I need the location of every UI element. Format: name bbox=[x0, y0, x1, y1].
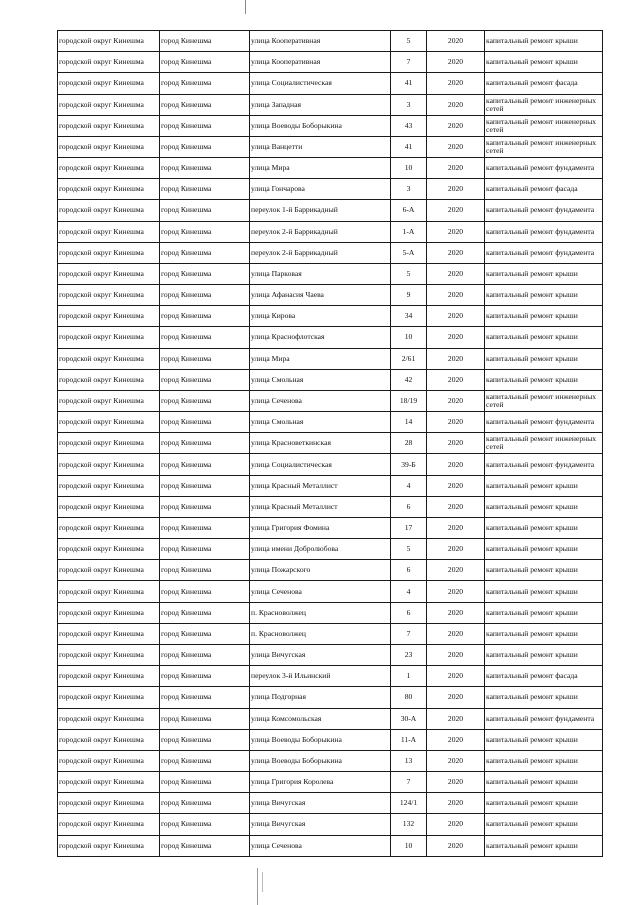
municipality-cell: городской округ Кинешма bbox=[58, 242, 160, 263]
municipality-cell: городской округ Кинешма bbox=[58, 750, 160, 771]
year-cell: 2020 bbox=[427, 560, 485, 581]
municipality-cell: городской округ Кинешма bbox=[58, 793, 160, 814]
table-row bbox=[58, 814, 603, 835]
street-cell: улица Красноветкинская bbox=[250, 433, 391, 454]
year-cell: 2020 bbox=[427, 263, 485, 284]
street-cell: улица Ванцетти bbox=[250, 136, 391, 157]
municipality-cell: городской округ Кинешма bbox=[58, 517, 160, 538]
city-cell: город Кинешма bbox=[160, 221, 250, 242]
house-number-cell: 2/61 bbox=[391, 348, 427, 369]
work-type-cell: капитальный ремонт крыши bbox=[485, 327, 603, 348]
city-cell: город Кинешма bbox=[160, 835, 250, 856]
municipality-cell: городской округ Кинешма bbox=[58, 221, 160, 242]
house-number-cell: 9 bbox=[391, 285, 427, 306]
year-cell: 2020 bbox=[427, 348, 485, 369]
house-number-cell: 80 bbox=[391, 687, 427, 708]
table-row bbox=[58, 348, 603, 369]
work-type-cell: капитальный ремонт крыши bbox=[485, 560, 603, 581]
table-row bbox=[58, 285, 603, 306]
table-row bbox=[58, 52, 603, 73]
house-number-cell: 6 bbox=[391, 496, 427, 517]
city-cell: город Кинешма bbox=[160, 814, 250, 835]
municipality-cell: городской округ Кинешма bbox=[58, 496, 160, 517]
work-type-cell: капитальный ремонт крыши bbox=[485, 52, 603, 73]
table-row bbox=[58, 581, 603, 602]
scan-mark-bottom bbox=[257, 868, 258, 905]
street-cell: улица Подгорная bbox=[250, 687, 391, 708]
street-cell: улица Краснофлотская bbox=[250, 327, 391, 348]
city-cell: город Кинешма bbox=[160, 793, 250, 814]
street-cell: улица Социалистическая bbox=[250, 454, 391, 475]
table-row bbox=[58, 539, 603, 560]
table-row bbox=[58, 560, 603, 581]
table-row bbox=[58, 327, 603, 348]
year-cell: 2020 bbox=[427, 327, 485, 348]
city-cell: город Кинешма bbox=[160, 158, 250, 179]
municipality-cell: городской округ Кинешма bbox=[58, 475, 160, 496]
city-cell: город Кинешма bbox=[160, 327, 250, 348]
work-type-cell: капитальный ремонт крыши bbox=[485, 306, 603, 327]
year-cell: 2020 bbox=[427, 221, 485, 242]
street-cell: улица Григория Королева bbox=[250, 772, 391, 793]
house-number-cell: 34 bbox=[391, 306, 427, 327]
street-cell: улица Красный Металлист bbox=[250, 496, 391, 517]
municipality-cell: городской округ Кинешма bbox=[58, 454, 160, 475]
table-row bbox=[58, 475, 603, 496]
work-type-cell: капитальный ремонт крыши bbox=[485, 475, 603, 496]
municipality-cell: городской округ Кинешма bbox=[58, 666, 160, 687]
work-type-cell: капитальный ремонт фасада bbox=[485, 73, 603, 94]
house-number-cell: 13 bbox=[391, 750, 427, 771]
city-cell: город Кинешма bbox=[160, 517, 250, 538]
house-number-cell: 14 bbox=[391, 412, 427, 433]
city-cell: город Кинешма bbox=[160, 772, 250, 793]
city-cell: город Кинешма bbox=[160, 348, 250, 369]
street-cell: улица Комсомольская bbox=[250, 708, 391, 729]
house-number-cell: 6 bbox=[391, 602, 427, 623]
city-cell: город Кинешма bbox=[160, 136, 250, 157]
street-cell: улица имени Добролюбова bbox=[250, 539, 391, 560]
table-row bbox=[58, 433, 603, 454]
table-row bbox=[58, 835, 603, 856]
city-cell: город Кинешма bbox=[160, 263, 250, 284]
year-cell: 2020 bbox=[427, 115, 485, 136]
house-number-cell: 7 bbox=[391, 623, 427, 644]
year-cell: 2020 bbox=[427, 729, 485, 750]
house-number-cell: 43 bbox=[391, 115, 427, 136]
city-cell: город Кинешма bbox=[160, 581, 250, 602]
work-type-cell: капитальный ремонт крыши bbox=[485, 31, 603, 52]
year-cell: 2020 bbox=[427, 454, 485, 475]
street-cell: улица Смольная bbox=[250, 369, 391, 390]
table-row bbox=[58, 115, 603, 136]
year-cell: 2020 bbox=[427, 306, 485, 327]
municipality-cell: городской округ Кинешма bbox=[58, 729, 160, 750]
street-cell: переулок 2-й Баррикадный bbox=[250, 242, 391, 263]
street-cell: п. Красноволжец bbox=[250, 602, 391, 623]
street-cell: улица Сеченова bbox=[250, 835, 391, 856]
street-cell: улица Григория Фомина bbox=[250, 517, 391, 538]
street-cell: улица Сеченова bbox=[250, 581, 391, 602]
municipality-cell: городской округ Кинешма bbox=[58, 814, 160, 835]
year-cell: 2020 bbox=[427, 496, 485, 517]
table-row bbox=[58, 390, 603, 411]
table-row bbox=[58, 687, 603, 708]
year-cell: 2020 bbox=[427, 539, 485, 560]
municipality-cell: городской округ Кинешма bbox=[58, 94, 160, 115]
house-number-cell: 30-А bbox=[391, 708, 427, 729]
scan-mark-bottom-secondary bbox=[262, 872, 263, 892]
municipality-cell: городской округ Кинешма bbox=[58, 623, 160, 644]
year-cell: 2020 bbox=[427, 687, 485, 708]
street-cell: п. Красноволжец bbox=[250, 623, 391, 644]
street-cell: улица Западная bbox=[250, 94, 391, 115]
year-cell: 2020 bbox=[427, 390, 485, 411]
year-cell: 2020 bbox=[427, 200, 485, 221]
work-type-cell: капитальный ремонт фундамента bbox=[485, 200, 603, 221]
municipality-cell: городской округ Кинешма bbox=[58, 52, 160, 73]
work-type-cell: капитальный ремонт крыши bbox=[485, 687, 603, 708]
year-cell: 2020 bbox=[427, 750, 485, 771]
house-number-cell: 10 bbox=[391, 158, 427, 179]
year-cell: 2020 bbox=[427, 433, 485, 454]
year-cell: 2020 bbox=[427, 158, 485, 179]
work-type-cell: капитальный ремонт инженерных сетей bbox=[485, 390, 603, 411]
municipality-cell: городской округ Кинешма bbox=[58, 602, 160, 623]
table-row bbox=[58, 708, 603, 729]
street-cell: улица Сеченова bbox=[250, 390, 391, 411]
work-type-cell: капитальный ремонт фундамента bbox=[485, 158, 603, 179]
work-type-cell: капитальный ремонт инженерных сетей bbox=[485, 433, 603, 454]
house-number-cell: 4 bbox=[391, 475, 427, 496]
house-number-cell: 5 bbox=[391, 31, 427, 52]
year-cell: 2020 bbox=[427, 666, 485, 687]
street-cell: улица Вичугская bbox=[250, 814, 391, 835]
work-type-cell: капитальный ремонт крыши bbox=[485, 750, 603, 771]
city-cell: город Кинешма bbox=[160, 369, 250, 390]
city-cell: город Кинешма bbox=[160, 306, 250, 327]
year-cell: 2020 bbox=[427, 52, 485, 73]
year-cell: 2020 bbox=[427, 602, 485, 623]
municipality-cell: городской округ Кинешма bbox=[58, 412, 160, 433]
municipality-cell: городской округ Кинешма bbox=[58, 200, 160, 221]
table-row bbox=[58, 729, 603, 750]
street-cell: улица Воеводы Боборыкина bbox=[250, 729, 391, 750]
year-cell: 2020 bbox=[427, 285, 485, 306]
house-number-cell: 132 bbox=[391, 814, 427, 835]
table-row bbox=[58, 517, 603, 538]
street-cell: улица Афанасия Чаева bbox=[250, 285, 391, 306]
house-number-cell: 6 bbox=[391, 560, 427, 581]
municipality-cell: городской округ Кинешма bbox=[58, 31, 160, 52]
city-cell: город Кинешма bbox=[160, 390, 250, 411]
city-cell: город Кинешма bbox=[160, 602, 250, 623]
city-cell: город Кинешма bbox=[160, 94, 250, 115]
city-cell: город Кинешма bbox=[160, 644, 250, 665]
city-cell: город Кинешма bbox=[160, 285, 250, 306]
work-type-cell: капитальный ремонт фундамента bbox=[485, 454, 603, 475]
house-number-cell: 42 bbox=[391, 369, 427, 390]
work-type-cell: капитальный ремонт крыши bbox=[485, 814, 603, 835]
table-row bbox=[58, 454, 603, 475]
city-cell: город Кинешма bbox=[160, 433, 250, 454]
table-row bbox=[58, 94, 603, 115]
street-cell: улица Воеводы Боборыкина bbox=[250, 115, 391, 136]
street-cell: улица Парковая bbox=[250, 263, 391, 284]
municipality-cell: городской округ Кинешма bbox=[58, 263, 160, 284]
street-cell: улица Пожарского bbox=[250, 560, 391, 581]
work-type-cell: капитальный ремонт крыши bbox=[485, 835, 603, 856]
year-cell: 2020 bbox=[427, 517, 485, 538]
city-cell: город Кинешма bbox=[160, 454, 250, 475]
work-type-cell: капитальный ремонт крыши bbox=[485, 496, 603, 517]
municipality-cell: городской округ Кинешма bbox=[58, 772, 160, 793]
year-cell: 2020 bbox=[427, 623, 485, 644]
municipality-cell: городской округ Кинешма bbox=[58, 327, 160, 348]
house-number-cell: 4 bbox=[391, 581, 427, 602]
house-number-cell: 17 bbox=[391, 517, 427, 538]
municipality-cell: городской округ Кинешма bbox=[58, 835, 160, 856]
table-row bbox=[58, 666, 603, 687]
work-type-cell: капитальный ремонт инженерных сетей bbox=[485, 115, 603, 136]
city-cell: город Кинешма bbox=[160, 52, 250, 73]
street-cell: переулок 2-й Баррикадный bbox=[250, 221, 391, 242]
table-row bbox=[58, 496, 603, 517]
work-type-cell: капитальный ремонт крыши bbox=[485, 623, 603, 644]
table-row bbox=[58, 793, 603, 814]
table-row bbox=[58, 369, 603, 390]
table-body bbox=[58, 31, 603, 857]
street-cell: улица Красный Металлист bbox=[250, 475, 391, 496]
table-row bbox=[58, 242, 603, 263]
street-cell: улица Гончарова bbox=[250, 179, 391, 200]
city-cell: город Кинешма bbox=[160, 708, 250, 729]
table-row bbox=[58, 772, 603, 793]
year-cell: 2020 bbox=[427, 94, 485, 115]
year-cell: 2020 bbox=[427, 814, 485, 835]
street-cell: улица Мира bbox=[250, 348, 391, 369]
year-cell: 2020 bbox=[427, 644, 485, 665]
municipality-cell: городской округ Кинешма bbox=[58, 687, 160, 708]
work-type-cell: капитальный ремонт крыши bbox=[485, 793, 603, 814]
city-cell: город Кинешма bbox=[160, 539, 250, 560]
street-cell: переулок 1-й Баррикадный bbox=[250, 200, 391, 221]
municipality-cell: городской округ Кинешма bbox=[58, 390, 160, 411]
work-type-cell: капитальный ремонт крыши bbox=[485, 581, 603, 602]
work-type-cell: капитальный ремонт фундамента bbox=[485, 221, 603, 242]
house-number-cell: 39-Б bbox=[391, 454, 427, 475]
table-row bbox=[58, 158, 603, 179]
house-number-cell: 7 bbox=[391, 772, 427, 793]
municipality-cell: городской округ Кинешма bbox=[58, 539, 160, 560]
city-cell: город Кинешма bbox=[160, 115, 250, 136]
work-type-cell: капитальный ремонт крыши bbox=[485, 348, 603, 369]
work-type-cell: капитальный ремонт крыши bbox=[485, 539, 603, 560]
city-cell: город Кинешма bbox=[160, 242, 250, 263]
house-number-cell: 5 bbox=[391, 539, 427, 560]
year-cell: 2020 bbox=[427, 369, 485, 390]
house-number-cell: 11-А bbox=[391, 729, 427, 750]
street-cell: переулок 3-й Ильинский bbox=[250, 666, 391, 687]
house-number-cell: 3 bbox=[391, 179, 427, 200]
repair-registry-table bbox=[57, 30, 603, 857]
city-cell: город Кинешма bbox=[160, 750, 250, 771]
table-row bbox=[58, 221, 603, 242]
table-row bbox=[58, 200, 603, 221]
house-number-cell: 41 bbox=[391, 136, 427, 157]
city-cell: город Кинешма bbox=[160, 496, 250, 517]
work-type-cell: капитальный ремонт крыши bbox=[485, 517, 603, 538]
table-row bbox=[58, 750, 603, 771]
house-number-cell: 3 bbox=[391, 94, 427, 115]
municipality-cell: городской округ Кинешма bbox=[58, 285, 160, 306]
table-row bbox=[58, 263, 603, 284]
street-cell: улица Мира bbox=[250, 158, 391, 179]
street-cell: улица Вичугская bbox=[250, 644, 391, 665]
municipality-cell: городской округ Кинешма bbox=[58, 581, 160, 602]
work-type-cell: капитальный ремонт инженерных сетей bbox=[485, 136, 603, 157]
work-type-cell: капитальный ремонт фундамента bbox=[485, 242, 603, 263]
municipality-cell: городской округ Кинешма bbox=[58, 306, 160, 327]
city-cell: город Кинешма bbox=[160, 200, 250, 221]
table-row bbox=[58, 136, 603, 157]
table-row bbox=[58, 31, 603, 52]
municipality-cell: городской округ Кинешма bbox=[58, 136, 160, 157]
house-number-cell: 1 bbox=[391, 666, 427, 687]
city-cell: город Кинешма bbox=[160, 73, 250, 94]
house-number-cell: 124/1 bbox=[391, 793, 427, 814]
municipality-cell: городской округ Кинешма bbox=[58, 73, 160, 94]
table-row bbox=[58, 306, 603, 327]
year-cell: 2020 bbox=[427, 242, 485, 263]
work-type-cell: капитальный ремонт крыши bbox=[485, 263, 603, 284]
year-cell: 2020 bbox=[427, 73, 485, 94]
city-cell: город Кинешма bbox=[160, 412, 250, 433]
street-cell: улица Воеводы Боборыкина bbox=[250, 750, 391, 771]
house-number-cell: 28 bbox=[391, 433, 427, 454]
work-type-cell: капитальный ремонт крыши bbox=[485, 369, 603, 390]
year-cell: 2020 bbox=[427, 412, 485, 433]
house-number-cell: 6-А bbox=[391, 200, 427, 221]
year-cell: 2020 bbox=[427, 179, 485, 200]
year-cell: 2020 bbox=[427, 475, 485, 496]
street-cell: улица Смольная bbox=[250, 412, 391, 433]
house-number-cell: 7 bbox=[391, 52, 427, 73]
street-cell: улица Кооперативная bbox=[250, 52, 391, 73]
work-type-cell: капитальный ремонт фундамента bbox=[485, 708, 603, 729]
house-number-cell: 18/19 bbox=[391, 390, 427, 411]
table-row bbox=[58, 602, 603, 623]
work-type-cell: капитальный ремонт фундамента bbox=[485, 412, 603, 433]
work-type-cell: капитальный ремонт фасада bbox=[485, 666, 603, 687]
work-type-cell: капитальный ремонт крыши bbox=[485, 644, 603, 665]
year-cell: 2020 bbox=[427, 772, 485, 793]
year-cell: 2020 bbox=[427, 708, 485, 729]
municipality-cell: городской округ Кинешма bbox=[58, 179, 160, 200]
year-cell: 2020 bbox=[427, 136, 485, 157]
year-cell: 2020 bbox=[427, 793, 485, 814]
work-type-cell: капитальный ремонт крыши bbox=[485, 602, 603, 623]
year-cell: 2020 bbox=[427, 31, 485, 52]
table-row bbox=[58, 73, 603, 94]
municipality-cell: городской округ Кинешма bbox=[58, 348, 160, 369]
year-cell: 2020 bbox=[427, 581, 485, 602]
city-cell: город Кинешма bbox=[160, 687, 250, 708]
municipality-cell: городской округ Кинешма bbox=[58, 115, 160, 136]
city-cell: город Кинешма bbox=[160, 560, 250, 581]
house-number-cell: 5 bbox=[391, 263, 427, 284]
street-cell: улица Кооперативная bbox=[250, 31, 391, 52]
city-cell: город Кинешма bbox=[160, 729, 250, 750]
work-type-cell: капитальный ремонт инженерных сетей bbox=[485, 94, 603, 115]
city-cell: город Кинешма bbox=[160, 31, 250, 52]
house-number-cell: 23 bbox=[391, 644, 427, 665]
scan-mark-top bbox=[245, 0, 246, 14]
street-cell: улица Социалистическая bbox=[250, 73, 391, 94]
municipality-cell: городской округ Кинешма bbox=[58, 369, 160, 390]
work-type-cell: капитальный ремонт крыши bbox=[485, 729, 603, 750]
house-number-cell: 41 bbox=[391, 73, 427, 94]
municipality-cell: городской округ Кинешма bbox=[58, 433, 160, 454]
house-number-cell: 10 bbox=[391, 835, 427, 856]
city-cell: город Кинешма bbox=[160, 666, 250, 687]
table-row bbox=[58, 412, 603, 433]
municipality-cell: городской округ Кинешма bbox=[58, 158, 160, 179]
city-cell: город Кинешма bbox=[160, 475, 250, 496]
house-number-cell: 5-А bbox=[391, 242, 427, 263]
work-type-cell: капитальный ремонт крыши bbox=[485, 772, 603, 793]
table-row bbox=[58, 644, 603, 665]
city-cell: город Кинешма bbox=[160, 179, 250, 200]
work-type-cell: капитальный ремонт крыши bbox=[485, 285, 603, 306]
municipality-cell: городской округ Кинешма bbox=[58, 708, 160, 729]
work-type-cell: капитальный ремонт фасада bbox=[485, 179, 603, 200]
house-number-cell: 1-А bbox=[391, 221, 427, 242]
table-row bbox=[58, 179, 603, 200]
street-cell: улица Кирова bbox=[250, 306, 391, 327]
city-cell: город Кинешма bbox=[160, 623, 250, 644]
table-row bbox=[58, 623, 603, 644]
house-number-cell: 10 bbox=[391, 327, 427, 348]
street-cell: улица Вичугская bbox=[250, 793, 391, 814]
municipality-cell: городской округ Кинешма bbox=[58, 644, 160, 665]
year-cell: 2020 bbox=[427, 835, 485, 856]
municipality-cell: городской округ Кинешма bbox=[58, 560, 160, 581]
